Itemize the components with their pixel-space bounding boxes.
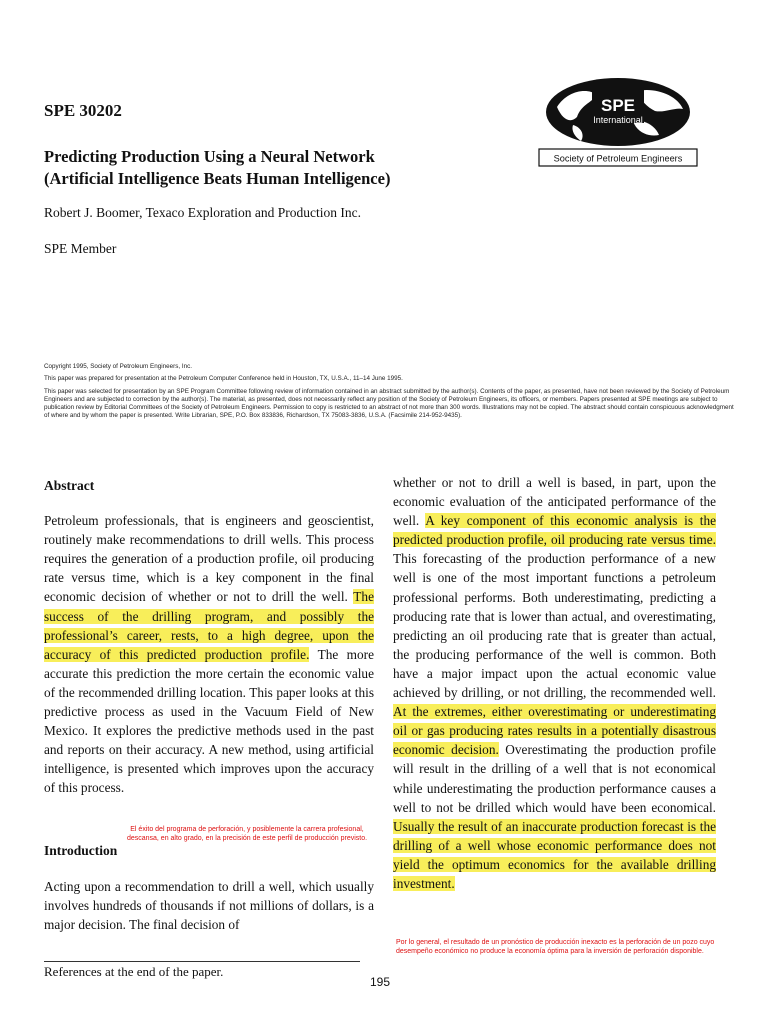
- member-line: SPE Member: [44, 241, 117, 256]
- abstract-text-a: Petroleum professionals, that is engineers and geoscientist, routinely make recommendations to drill wells. This process requires the generation of a production profile, oil producing rate versus time, which is a key component in the final economic decision of whether or not to drill the well.: [44, 513, 374, 605]
- title-line-1: Predicting Production Using a Neural Network: [44, 147, 375, 166]
- conference-text: This paper was prepared for presentation at the Petroleum Computer Conference held in Houston, TX, U.S.A., 11–14 June 1995.: [44, 375, 403, 383]
- paper-number: SPE 30202: [44, 101, 122, 120]
- selection-text: This paper was selected for presentation by an SPE Program Committee following review of information contained in an abstract submitted by the author(s). Contents of the paper, as presented, have not been reviewed by the Society of Petroleum Engineers and are subjected to correction by the author(s). The material, as presented, does not necessarily reflect any position of the Society of Petroleum Engineers, its officers, or members. Papers presented at SPE meetings are subject to publication review by Editorial Committees of the Society of Petroleum Engineers. Permission to copy is restricted to an abstract of not more than 300 words. Illustrations may not be copied. The abstract should contain conspicuous acknowledgment of where and by whom the paper is presented. Write Librarian, SPE, P.O. Box 833836, Richardson, TX 75083-3836, U.S.A. (Facsimile 214-952-9435).: [44, 387, 734, 420]
- abstract-highlight: The success of the drilling program, and possibly the professional’s career, rests, to a high degree, upon the accuracy of this predicted production profile.: [44, 589, 374, 662]
- left-column: [44, 476, 374, 798]
- references-footnote: References at the end of the paper.: [44, 964, 224, 979]
- copyright-text: Copyright 1995, Society of Petroleum Engineers, Inc.: [44, 363, 193, 370]
- introduction-heading: Introduction: [44, 843, 118, 858]
- copyright-notice: [44, 363, 734, 425]
- right-text-1: whether or not to drill a well is based, in part, upon the economic evaluation of the anticipated performance of the well.: [393, 475, 716, 529]
- right-highlight-2: At the extremes, either overestimating or underestimating oil or gas producing rates results in a potentially disastrous economic decision.: [393, 704, 716, 758]
- title-line-2: (Artificial Intelligence Beats Human Intelligence): [44, 169, 391, 188]
- introduction-paragraph: Acting upon a recommendation to drill a well, which usually involves hundreds of thousands if not millions of dollars, is a major decision. The final decision of: [44, 879, 374, 933]
- logo-caption: Society of Petroleum Engineers: [553, 153, 683, 164]
- abstract-paragraph: [44, 511, 374, 797]
- logo-acronym: SPE: [600, 96, 636, 115]
- page-number: 195: [370, 975, 391, 989]
- translation-note-left: El éxito del programa de perforación, y posiblemente la carrera profesional, descansa, en alto grado, en la precisión de este perfil de producción previsto.: [126, 826, 368, 842]
- right-text-2: This forecasting of the production performance of a new well is one of the most important functions a petroleum professional performs. Both underestimating, predicting a producing rate that is lower than actual, and overestimating, predicting an oil producing rate that is greater than actual, the producing performance of the well is common. Both have a major impact upon the actual economic value achieved by drilling, or not drilling, the recommended well.: [393, 551, 716, 701]
- translation-note-right: Por lo general, el resultado de un pronóstico de producción inexacto es la perforación de un pozo cuyo desempeño económico no produce la economía óptima para la inversión de perforación disponible.: [396, 939, 715, 955]
- abstract-heading: Abstract: [44, 478, 95, 493]
- right-paragraph: [393, 473, 716, 893]
- logo-subtitle: International: [593, 115, 643, 125]
- paper-title: [44, 146, 514, 190]
- right-highlight-3: Usually the result of an inaccurate production forecast is the drilling of a well whose economic performance does not yield the optimum economics for the available drilling investment.: [393, 818, 716, 891]
- right-text-3: Overestimating the production profile will result in the drilling of a well that is not economical while underestimating the production performance causes a well to not be drilled which would have been economical.: [393, 742, 717, 815]
- spe-logo: [537, 77, 699, 169]
- author-line: Robert J. Boomer, Texaco Exploration and Production Inc.: [44, 205, 361, 220]
- footnote-divider: [44, 961, 360, 962]
- right-highlight-1: A key component of this economic analysis is the predicted production profile, oil producing rate versus time.: [393, 513, 716, 548]
- globe-icon: [537, 77, 699, 169]
- abstract-text-b: The more accurate this prediction the more certain the economic value of the recommended drilling location. This paper looks at this predictive process as used in the Vacuum Field of New Mexico. It explores the predictive methods used in the past and reports on their accuracy. A new method, using artificial intelligence, is presented which improves upon the accuracy of this process.: [44, 646, 374, 796]
- right-column: [393, 473, 716, 893]
